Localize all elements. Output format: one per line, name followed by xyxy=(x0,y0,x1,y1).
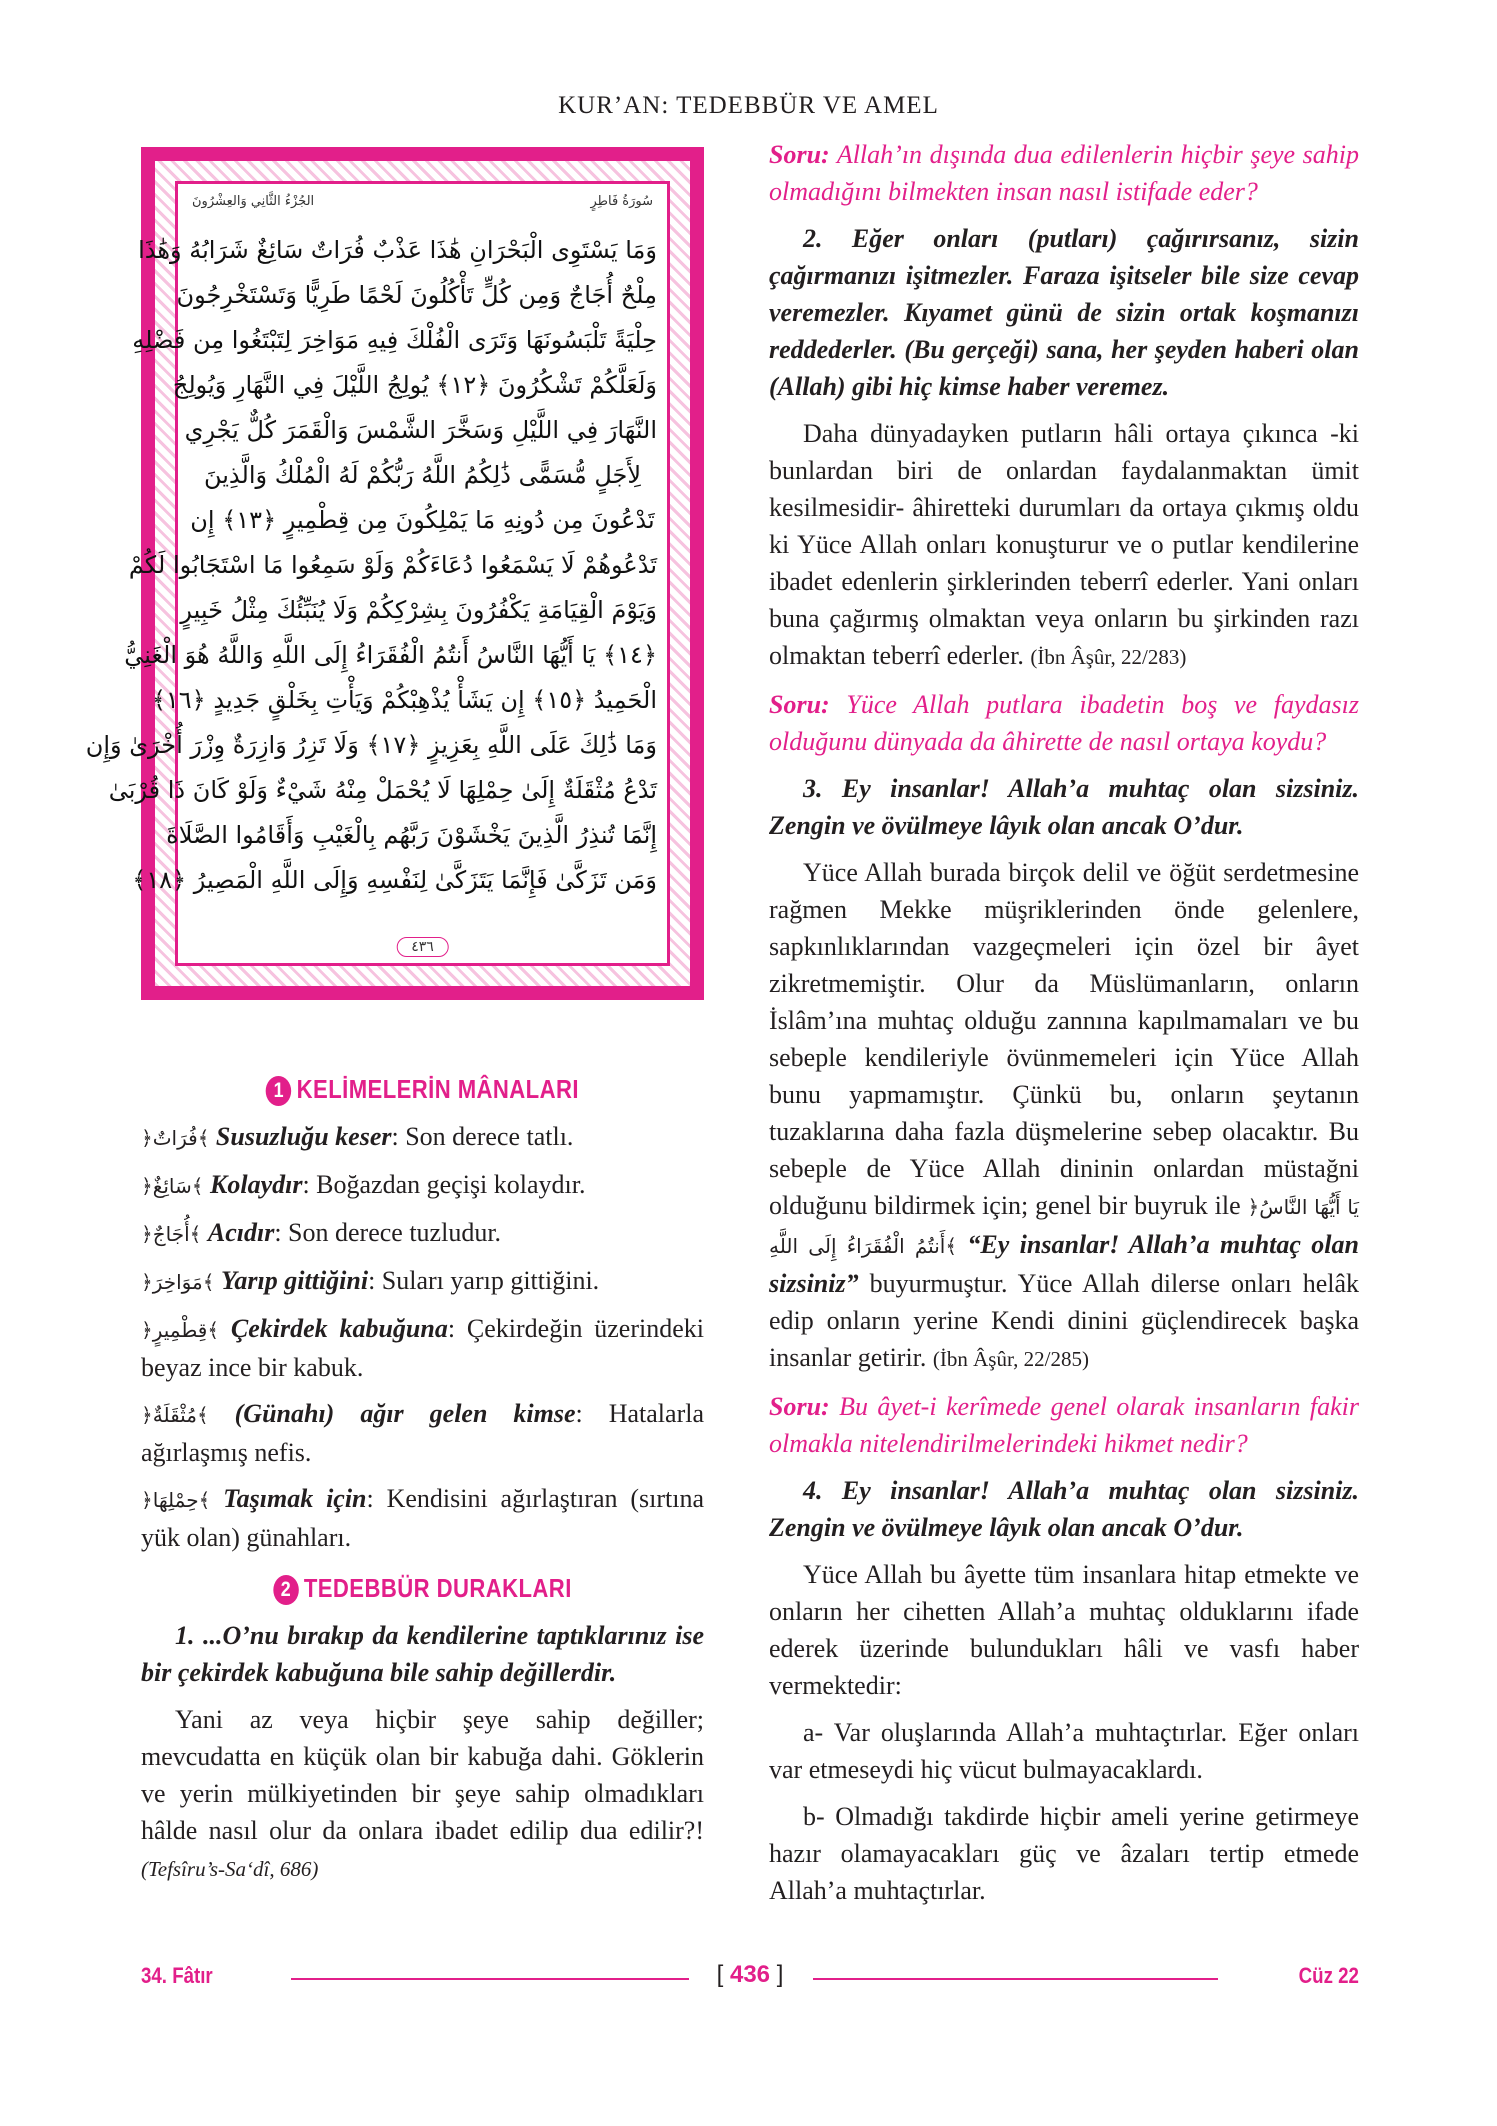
vocab-def: : Hatalarla ağırlaşmış nefis. xyxy=(141,1399,704,1467)
section-number-badge: 2 xyxy=(273,1575,299,1605)
vocab-term: Susuzluğu keser xyxy=(215,1122,392,1151)
verse-translation: 2. Eğer onları (putları) çağırırsanız, sizin çağırmanızı işitmezler. Faraza işitseler bile size cevap veremezler. Kıyamet günü de sizin ortak koşmanızı reddederler. (Bu gerçeği) sana, her şeyden haberi olan (Allah) gibi hiç kimse haber veremez. xyxy=(769,224,1359,401)
sura-name-label: سُورَةُ فَاطِرٍ xyxy=(590,194,653,209)
footer-rule-left xyxy=(291,1978,689,1980)
vocab-arabic: ﴿مُثْقَلَةٌ﴾ xyxy=(141,1403,209,1427)
quran-line: حِلْيَةً تَلْبَسُونَهَا وَتَرَى الْفُلْكَ فِيهِ مَوَاخِرَ لِتَبْتَغُوا مِن فَضْلِهِ xyxy=(132,326,657,354)
quran-line: وَمَن تَزَكَّىٰ فَإِنَّمَا يَتَزَكَّىٰ لِنَفْسِهِ وَإِلَى اللَّهِ الْمَصِيرُ ﴿١٨﴾ xyxy=(132,866,657,894)
question-text: Allah’ın dışında dua edilenlerin hiçbir şeye sahip olmadığını bilmekten insan nasıl istifade eder? xyxy=(769,140,1359,206)
commentary-text: buyurmuştur. Yüce Allah dilerse onları helâk edip onların yerine Kendi dinini güçlendirecek başka insanlar getirir. xyxy=(769,1269,1359,1372)
vocab-item xyxy=(141,1262,704,1301)
vocab-item xyxy=(141,1310,704,1386)
vocab-def: : Son derece tuzludur. xyxy=(274,1218,502,1247)
quran-line: لِأَجَلٍ مُّسَمًّى ذَٰلِكُمُ اللَّهُ رَبُّكُمْ لَهُ الْمُلْكُ وَالَّذِينَ xyxy=(203,461,642,489)
question-label: Soru: xyxy=(769,1392,830,1421)
quran-line: تَدْعُ مُثْقَلَةٌ إِلَىٰ حِمْلِهَا لَا يُحْمَلْ مِنْهُ شَيْءٌ وَلَوْ كَانَ ذَا قُرْبَىٰ xyxy=(108,776,657,804)
quran-text-area xyxy=(85,181,670,966)
commentary-paragraph xyxy=(769,854,1359,1378)
bracket: ] xyxy=(776,1961,784,1988)
vocab-term: Çekirdek kabuğuna xyxy=(230,1314,448,1343)
vocab-arabic: ﴿مَوَاخِرَ﴾ xyxy=(141,1270,215,1294)
question-text: Bu âyet-i kerîmede genel olarak insanların fakir olmakla nitelendirilmelerindeki hikmet nedir? xyxy=(769,1392,1359,1458)
vocab-arabic: ﴿قِطْمِيرٍ﴾ xyxy=(141,1318,220,1342)
verse-translation: 3. Ey insanlar! Allah’a muhtaç olan sizsiniz. Zengin ve övülmeye lâyık olan ancak O’dur. xyxy=(769,774,1359,840)
right-column xyxy=(769,136,1359,1919)
page-header: KUR’AN: TEDEBBÜR VE AMEL xyxy=(558,92,939,119)
quran-header xyxy=(178,194,667,224)
vocab-item xyxy=(141,1118,704,1157)
vocab-arabic: ﴿حِمْلِهَا﴾ xyxy=(141,1488,211,1512)
verse-translation: 4. Ey insanlar! Allah’a muhtaç olan sizsiniz. Zengin ve övülmeye lâyık olan ancak O’dur. xyxy=(769,1476,1359,1542)
quran-line: وَلَعَلَّكُمْ تَشْكُرُونَ ﴿١٢﴾ يُولِجُ اللَّيْلَ فِي النَّهَارِ وَيُولِجُ xyxy=(172,371,657,399)
quran-line: تَدْعُوهُمْ لَا يَسْمَعُوا دُعَاءَكُمْ وَلَوْ سَمِعُوا مَا اسْتَجَابُوا لَكُمْ xyxy=(128,551,657,579)
verse-translation: 1. ...O’nu bırakıp da kendilerine taptıklarınız ise bir çekirdek kabuğuna bile sahip değillerdir. xyxy=(141,1621,704,1687)
section-number-badge: 1 xyxy=(266,1076,292,1106)
commentary-paragraph: Yüce Allah bu âyette tüm insanlara hitap etmekte ve onların her cihetten Allah’a muhtaç olduklarını ifade ederek üzerinde bulundukları hâli ve vasfı haber vermektedir: xyxy=(769,1560,1359,1700)
vocab-item xyxy=(141,1395,704,1471)
page-footer xyxy=(141,1961,1359,1997)
vocab-arabic: ﴿سَائِغٌ﴾ xyxy=(141,1174,204,1198)
inline-arabic: ﴿يَا أَيُّهَا النَّاسُ أَنتُمُ الْفُقَرَاءُ إِلَى اللَّهِ﴾ xyxy=(769,1195,1359,1258)
vocab-item xyxy=(141,1166,704,1205)
section-title-reflection xyxy=(183,1570,662,1607)
quran-line: مِلْحٌ أُجَاجٌ وَمِن كُلٍّ تَأْكُلُونَ لَحْمًا طَرِيًّا وَتَسْتَخْرِجُونَ xyxy=(176,281,657,309)
vocab-term: Acıdır xyxy=(207,1218,275,1247)
vocab-def: : Boğazdan geçişi kolaydır. xyxy=(302,1170,586,1199)
source-reference: (Tefsîru’s-Sa‘dî, 686) xyxy=(141,1857,319,1881)
question-text: Yüce Allah putlara ibadetin boş ve faydasız olduğunu dünyada da âhirette de nasıl ortaya koydu? xyxy=(769,690,1359,756)
footer-sura: 34. Fâtır xyxy=(141,1963,213,1988)
quran-lines xyxy=(85,228,657,953)
vocab-def: : Suları yarıp gittiğini. xyxy=(368,1266,600,1295)
quran-line: وَمَا يَسْتَوِى الْبَحْرَانِ هَٰذَا عَذْبٌ فُرَاتٌ سَائِغٌ شَرَابُهُ وَهَٰذَا xyxy=(138,236,657,264)
section-title-text: TEDEBBÜR DURAKLARI xyxy=(303,1573,572,1603)
quran-line: تَدْعُونَ مِن دُونِهِ مَا يَمْلِكُونَ مِن قِطْمِيرٍ ﴿١٣﴾ إِن xyxy=(190,506,655,534)
question-label: Soru: xyxy=(769,140,830,169)
vocab-item xyxy=(141,1480,704,1556)
vocab-arabic: ﴿فُرَاتٌ﴾ xyxy=(141,1126,210,1150)
page-number: 436 xyxy=(729,1961,771,1988)
commentary-text: Yüce Allah burada birçok delil ve öğüt serdetmesine rağmen Mekke müşriklerinden önde gelenlere, sapkınlıklarından vazgeçmeleri için özel bir âyet zikretmemiştir. Olur da Müslümanların, onların İslâm’ına muhtaç olduğu zannına kapılmamaları ve bu sebeple kendileriyle övünmemeleri için Yüce Allah bunu yapmamıştır. Çünkü bu, onların şeytanın tuzaklarına daha fazla düşmelerine sebep olacaktır. Bu sebeple de Yüce Allah dininin onlardan müstağni olduğunu bildirmek için; genel bir buyruk ile xyxy=(769,858,1359,1220)
vocab-term: Yarıp gittiğini xyxy=(220,1266,369,1295)
vocab-def: : Son derece tatlı. xyxy=(391,1122,574,1151)
vocab-def: : Çekirdeğin üzerindeki beyaz ince bir kabuk. xyxy=(141,1314,704,1382)
section-title-vocabulary xyxy=(183,1071,662,1108)
vocab-item xyxy=(141,1214,704,1253)
commentary-text: Daha dünyadayken putların hâli ortaya çıkınca -ki bunlardan biri de onlardan faydalanmaktan ümit kesilmesidir- âhiretteki durumları da ortaya çıkmış oldu ki Yüce Allah onları konuşturur ve o putlar kendilerine ibadet edenlerin şirklerinden teberrî ederler. Yani onları buna çağırmış olmaktan veya onların bu şirkinden razı olmaktan teberrî ederler. xyxy=(769,419,1359,670)
quran-line: وَمَا ذَٰلِكَ عَلَى اللَّهِ بِعَزِيزٍ ﴿١٧﴾ وَلَا تَزِرُ وَازِرَةٌ وِزْرَ أُخْرَىٰ وَإِن xyxy=(85,731,657,759)
source-reference: (İbn Âşûr, 22/283) xyxy=(1030,645,1187,669)
footer-page-number xyxy=(701,1961,799,1989)
vocab-arabic: ﴿أُجَاجٌ﴾ xyxy=(141,1222,202,1246)
quran-line: وَيَوْمَ الْقِيَامَةِ يَكْفُرُونَ بِشِرْكِكُمْ وَلَا يُنَبِّئُكَ مِثْلُ خَبِيرٍ xyxy=(180,596,657,624)
vocab-term: Taşımak için xyxy=(223,1484,367,1513)
list-item: a- Var oluşlarında Allah’a muhtaçtırlar. Eğer onları var etmeseydi hiç vücut bulmayacaklardı. xyxy=(769,1718,1359,1784)
footer-rule-right xyxy=(813,1978,1218,1980)
source-reference: (İbn Âşûr, 22/285) xyxy=(932,1347,1089,1371)
quran-page-number: ٤٣٦ xyxy=(396,937,449,957)
verse-quote: “Ey insanlar! Allah’a muhtaç olan sizsiniz” xyxy=(769,1230,1359,1298)
list-item: b- Olmadığı takdirde hiçbir ameli yerine getirmeye hazır olamayacakları güç ve âzaları tertip etmede Allah’a muhtaçtırlar. xyxy=(769,1802,1359,1905)
commentary-paragraph xyxy=(769,415,1359,676)
section-title-text: KELİMELERİN MÂNALARI xyxy=(296,1074,579,1104)
question xyxy=(769,136,1359,210)
vocab-term: Kolaydır xyxy=(210,1170,303,1199)
quran-line: ﴿١٤﴾ يَا أَيُّهَا النَّاسُ أَنتُمُ الْفُقَرَاءُ إِلَى اللَّهِ وَاللَّهُ هُوَ الْغَنِيُّ xyxy=(124,641,657,669)
quran-line: إِنَّمَا تُنذِرُ الَّذِينَ يَخْشَوْنَ رَبَّهُم بِالْغَيْبِ وَأَقَامُوا الصَّلَاةَ xyxy=(166,821,657,849)
question-label: Soru: xyxy=(769,690,830,719)
left-column xyxy=(141,1065,704,1898)
quran-line: الْحَمِيدُ ﴿١٥﴾ إِن يَشَأْ يُذْهِبْكُمْ وَيَأْتِ بِخَلْقٍ جَدِيدٍ ﴿١٦﴾ xyxy=(151,686,657,714)
vocab-term: (Günahı) ağır gelen kimse xyxy=(234,1399,576,1428)
juz-label: الجُزْءُ الثَّانِي وَالعِشْرُونَ xyxy=(192,194,315,209)
quran-page-frame xyxy=(85,147,704,1000)
commentary-text: Yani az veya hiçbir şeye sahip değiller; mevcudatta en küçük olan bir kabuğa dahi. Göklerin ve yerin mülkiyetinden bir şeye sahip olmadıkları hâlde nasıl olur da onlara ibadet edilip dua edilir?! xyxy=(141,1705,704,1845)
quran-line: النَّهَارَ فِي اللَّيْلِ وَسَخَّرَ الشَّمْسَ وَالْقَمَرَ كُلٌّ يَجْرِي xyxy=(184,416,657,444)
question xyxy=(769,686,1359,760)
vocab-def: : Kendisini ağırlaştıran (sırtına yük olan) günahları. xyxy=(141,1484,704,1552)
question xyxy=(769,1388,1359,1462)
commentary-paragraph xyxy=(141,1701,704,1888)
bracket: [ xyxy=(716,1961,724,1988)
footer-juz: Cüz 22 xyxy=(1298,1963,1359,1988)
